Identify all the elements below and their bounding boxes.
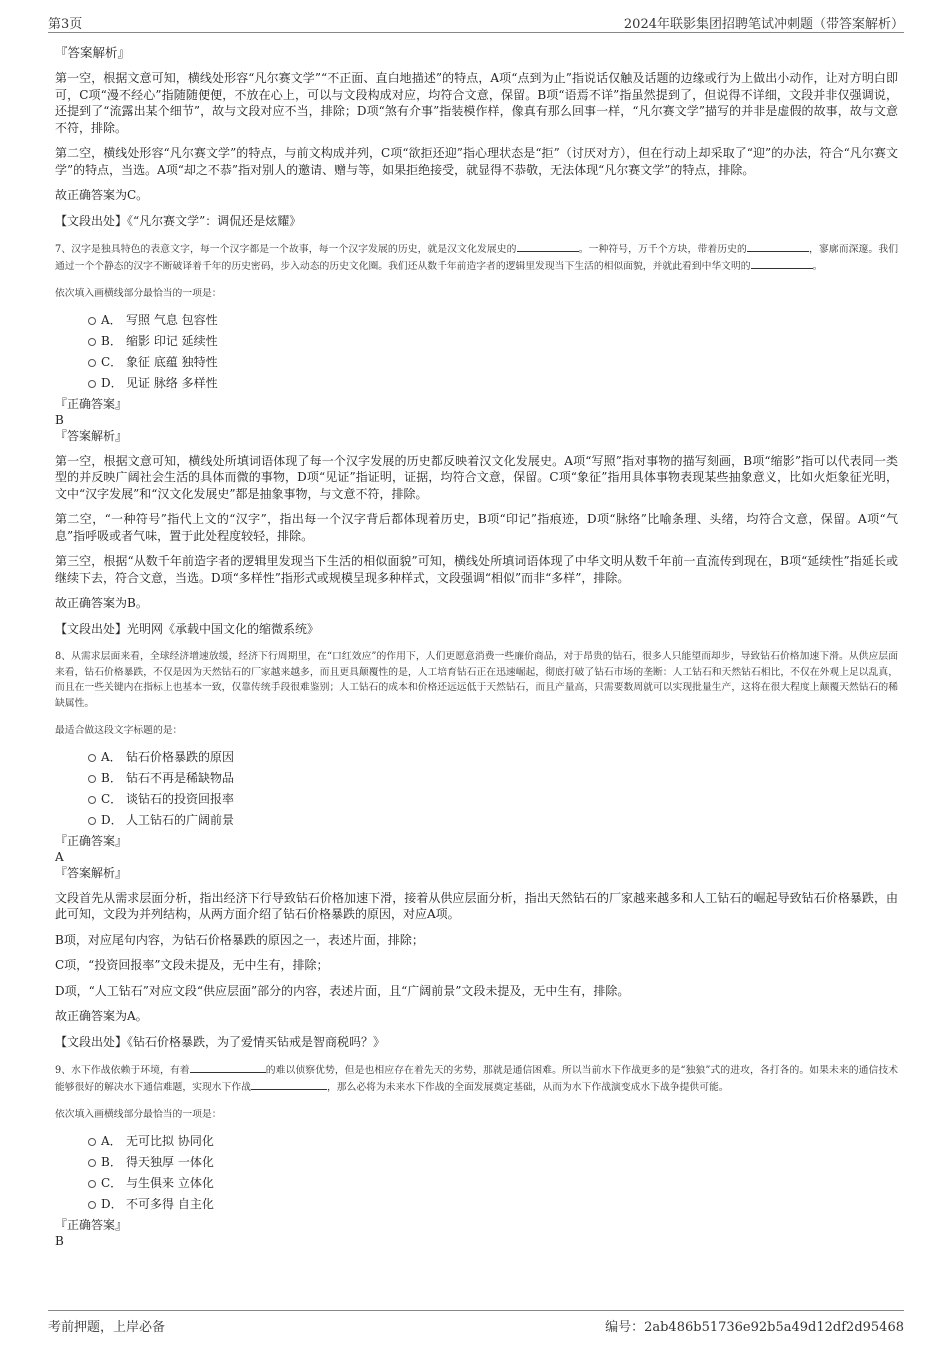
radio-button[interactable] xyxy=(88,380,96,388)
question-stem: 7、汉字是独具特色的表意文字，每一个汉字都是一个故事，每一个汉字发展的历史，就是汉文化发展史的 。一种符号，万千个方块，带着历史的 ，寥廓而深邃。我们通过一个个静态的汉字不断破译着千年的历史密码，步入动态的历史文化圈。我们还从数千年前造字者的逻辑里发现当下生活的相似面貌，并就此看到中华文明的 。 xyxy=(55,241,898,274)
question-stem: 9、水下作战依赖于环境，有着 的难以侦察优势，但是也相应存在着先天的劣势，那就是通信困难。所以当前水下作战更多的是“独狼”式的进攻，各打各的。如果未来的通信技术能够很好的解决水下通信难题，实现水下作战 ，那么必将为未来水下作战的全面发展奠定基础，从而为水下作战演变成水下战争提供可能。 xyxy=(55,1062,898,1095)
question-prompt: 最适合做这段文字标题的是： xyxy=(55,725,183,736)
conclusion: 故正确答案为A。 xyxy=(55,1009,148,1023)
radio-button[interactable] xyxy=(88,754,96,762)
analysis-paragraph: 第二空，横线处形容“凡尔赛文学”的特点，与前文构成并列，C项“欲拒还迎”指心理状态是“拒”（讨厌对方），但在行动上却采取了“迎”的办法，符合“凡尔赛文学”的特点，当选。A项“却之不恭”指对别人的邀请、赠与等，如果拒绝接受，就显得不恭敬，无法体现“凡尔赛文学”的特点，排除。 xyxy=(55,146,898,177)
radio-button[interactable] xyxy=(88,1201,96,1209)
option-list xyxy=(55,1131,898,1215)
correct-answer: B xyxy=(55,1233,64,1248)
option-d[interactable]: D． 人工钻石的广阔前景 xyxy=(55,810,898,831)
question-prompt: 依次填入画横线部分最恰当的一项是： xyxy=(55,288,222,299)
analysis-paragraph: C项，“投资回报率”文段未提及，无中生有，排除； xyxy=(55,958,329,972)
radio-button[interactable] xyxy=(88,338,96,346)
source-citation: 【文段出处】《钻石价格暴跌，为了爱情买钻戒是智商税吗？》 xyxy=(55,1034,386,1049)
fill-blank xyxy=(747,241,809,252)
page-header xyxy=(48,10,904,33)
fill-blank xyxy=(190,1062,266,1073)
option-a[interactable]: A． 无可比拟 协同化 xyxy=(55,1131,898,1152)
document-id: 编号：2ab486b51736e92b5a49d12df2d95468 xyxy=(605,1320,904,1335)
option-c[interactable]: C． 与生俱来 立体化 xyxy=(55,1173,898,1194)
radio-button[interactable] xyxy=(88,817,96,825)
option-d[interactable]: D． 不可多得 自主化 xyxy=(55,1194,898,1215)
page-footer xyxy=(48,1310,904,1337)
page-number: 第3页 xyxy=(48,17,83,32)
option-a[interactable]: A． 写照 气息 包容性 xyxy=(55,310,898,331)
analysis-label: 『答案解析』 xyxy=(55,865,128,880)
fill-blank xyxy=(251,1079,327,1090)
question-prompt: 依次填入画横线部分最恰当的一项是： xyxy=(55,1109,222,1120)
answer-label: 『正确答案』 xyxy=(55,833,128,848)
analysis-label: 『答案解析』 xyxy=(55,45,131,60)
option-b[interactable]: B． 缩影 印记 延续性 xyxy=(55,331,898,352)
fill-blank xyxy=(751,258,813,269)
option-c[interactable]: C． 象征 底蕴 独特性 xyxy=(55,352,898,373)
document-title: 2024年联影集团招聘笔试冲刺题（带答案解析） xyxy=(623,17,904,32)
option-list xyxy=(55,747,898,831)
radio-button[interactable] xyxy=(88,796,96,804)
source-citation: 【文段出处】光明网《承载中国文化的缩微系统》 xyxy=(55,621,320,636)
analysis-label: 『答案解析』 xyxy=(55,428,128,443)
answer-label: 『正确答案』 xyxy=(55,1217,128,1232)
option-b[interactable]: B． 得天独厚 一体化 xyxy=(55,1152,898,1173)
conclusion: 故正确答案为C。 xyxy=(55,188,149,202)
answer-label: 『正确答案』 xyxy=(55,396,128,411)
radio-button[interactable] xyxy=(88,1180,96,1188)
analysis-paragraph: 第一空，根据文意可知，横线处形容“凡尔赛文学”“不正面、直白地描述”的特点，A项“点到为止”指说话仅触及话题的边缘或行为上做出小动作，让对方明白即可，C项“漫不经心”指随随便便，不放在心上，可以与文段构成对应，均符合文意，保留。B项“语焉不详”指虽然提到了，但说得不详细，文段并非仅强调说，还提到了“流露出某个细节”，故与文段对应不当，排除；D项“煞有介事”指装模作样，像真有那么回事一样，“凡尔赛文学”描写的并非是虚假的故事，故与文意不符，排除。 xyxy=(55,71,898,135)
analysis-paragraph: 第三空，根据“从数千年前造字者的逻辑里发现当下生活的相似面貌”可知，横线处所填词语体现了中华文明从数千年前一直流传到现在，B项“延续性”指延长或继续下去，符合文意，当选。D项“多样性”指形式或规模呈现多种样式，文段强调“相似”而非“多样”，排除。 xyxy=(55,554,898,585)
document-body xyxy=(55,44,898,1249)
source-citation: 【文段出处】《“凡尔赛文学”：调侃还是炫耀》 xyxy=(55,213,302,228)
option-d[interactable]: D． 见证 脉络 多样性 xyxy=(55,373,898,394)
analysis-paragraph: D项，“人工钻石”对应文段“供应层面”部分的内容，表述片面，且“广阔前景”文段未提及，无中生有，排除。 xyxy=(55,983,630,998)
radio-button[interactable] xyxy=(88,359,96,367)
fill-blank xyxy=(517,241,579,252)
option-list xyxy=(55,310,898,394)
option-a[interactable]: A． 钻石价格暴跌的原因 xyxy=(55,747,898,768)
radio-button[interactable] xyxy=(88,775,96,783)
option-b[interactable]: B． 钻石不再是稀缺物品 xyxy=(55,768,898,789)
analysis-paragraph: 文段首先从需求层面分析，指出经济下行导致钻石价格加速下滑，接着从供应层面分析，指出天然钻石的厂家越来越多和人工钻石的崛起导致钻石价格暴跌，由此可知，文段为并列结构，从两方面介绍了钻石价格暴跌的原因，对应A项。 xyxy=(55,890,898,921)
question-stem: 8、从需求层面来看，全球经济增速放缓，经济下行周期里，在“口红效应”的作用下，人们更愿意消费一些廉价商品，对于昂贵的钻石，很多人只能望而却步，导致钻石价格加速下滑。从供应层面来看，钻石价格暴跌，不仅是因为天然钻石的厂家越来越多，而且更具颠覆性的是，人工培育钻石正在迅速崛起，彻底打破了钻石市场的垄断：人工钻石和天然钻石相比，不仅在外观上足以乱真，而且在一些关键内在指标上也基本一致，仅靠传统手段很难鉴别；人工钻石的成本和价格还远远低于天然钻石，而且产量高，只需要数周就可以实现批量生产，这将在很大程度上颠覆天然钻石的稀缺属性。 xyxy=(55,651,898,709)
radio-button[interactable] xyxy=(88,317,96,325)
correct-answer: A xyxy=(55,849,64,864)
analysis-paragraph: B项，对应尾句内容，为钻石价格暴跌的原因之一，表述片面，排除； xyxy=(55,932,424,947)
radio-button[interactable] xyxy=(88,1159,96,1167)
conclusion: 故正确答案为B。 xyxy=(55,596,148,610)
radio-button[interactable] xyxy=(88,1138,96,1146)
correct-answer: B xyxy=(55,412,64,427)
option-c[interactable]: C． 谈钻石的投资回报率 xyxy=(55,789,898,810)
footer-slogan: 考前押题，上岸必备 xyxy=(48,1320,166,1335)
analysis-paragraph: 第一空，根据文意可知，横线处所填词语体现了每一个汉字发展的历史都反映着汉文化发展史。A项“写照”指对事物的描写刻画，B项“缩影”指可以代表同一类型的并反映广阔社会生活的具体而微的事物，D项“见证”指证明，证据，均符合文意，保留。C项“象征”指用具体事物表现某些抽象意义，比如火炬象征光明，文中“汉字发展”和“汉文化发展史”都是抽象事物，与文意不符，排除。 xyxy=(55,453,898,501)
analysis-paragraph: 第二空，“一种符号”指代上文的“汉字”，指出每一个汉字背后都体现着历史，B项“印记”指痕迹，D项“脉络”比喻条理、头绪，均符合文意，保留。A项“气息”指呼吸或者气味，置于此处程度较轻，排除。 xyxy=(55,512,898,543)
